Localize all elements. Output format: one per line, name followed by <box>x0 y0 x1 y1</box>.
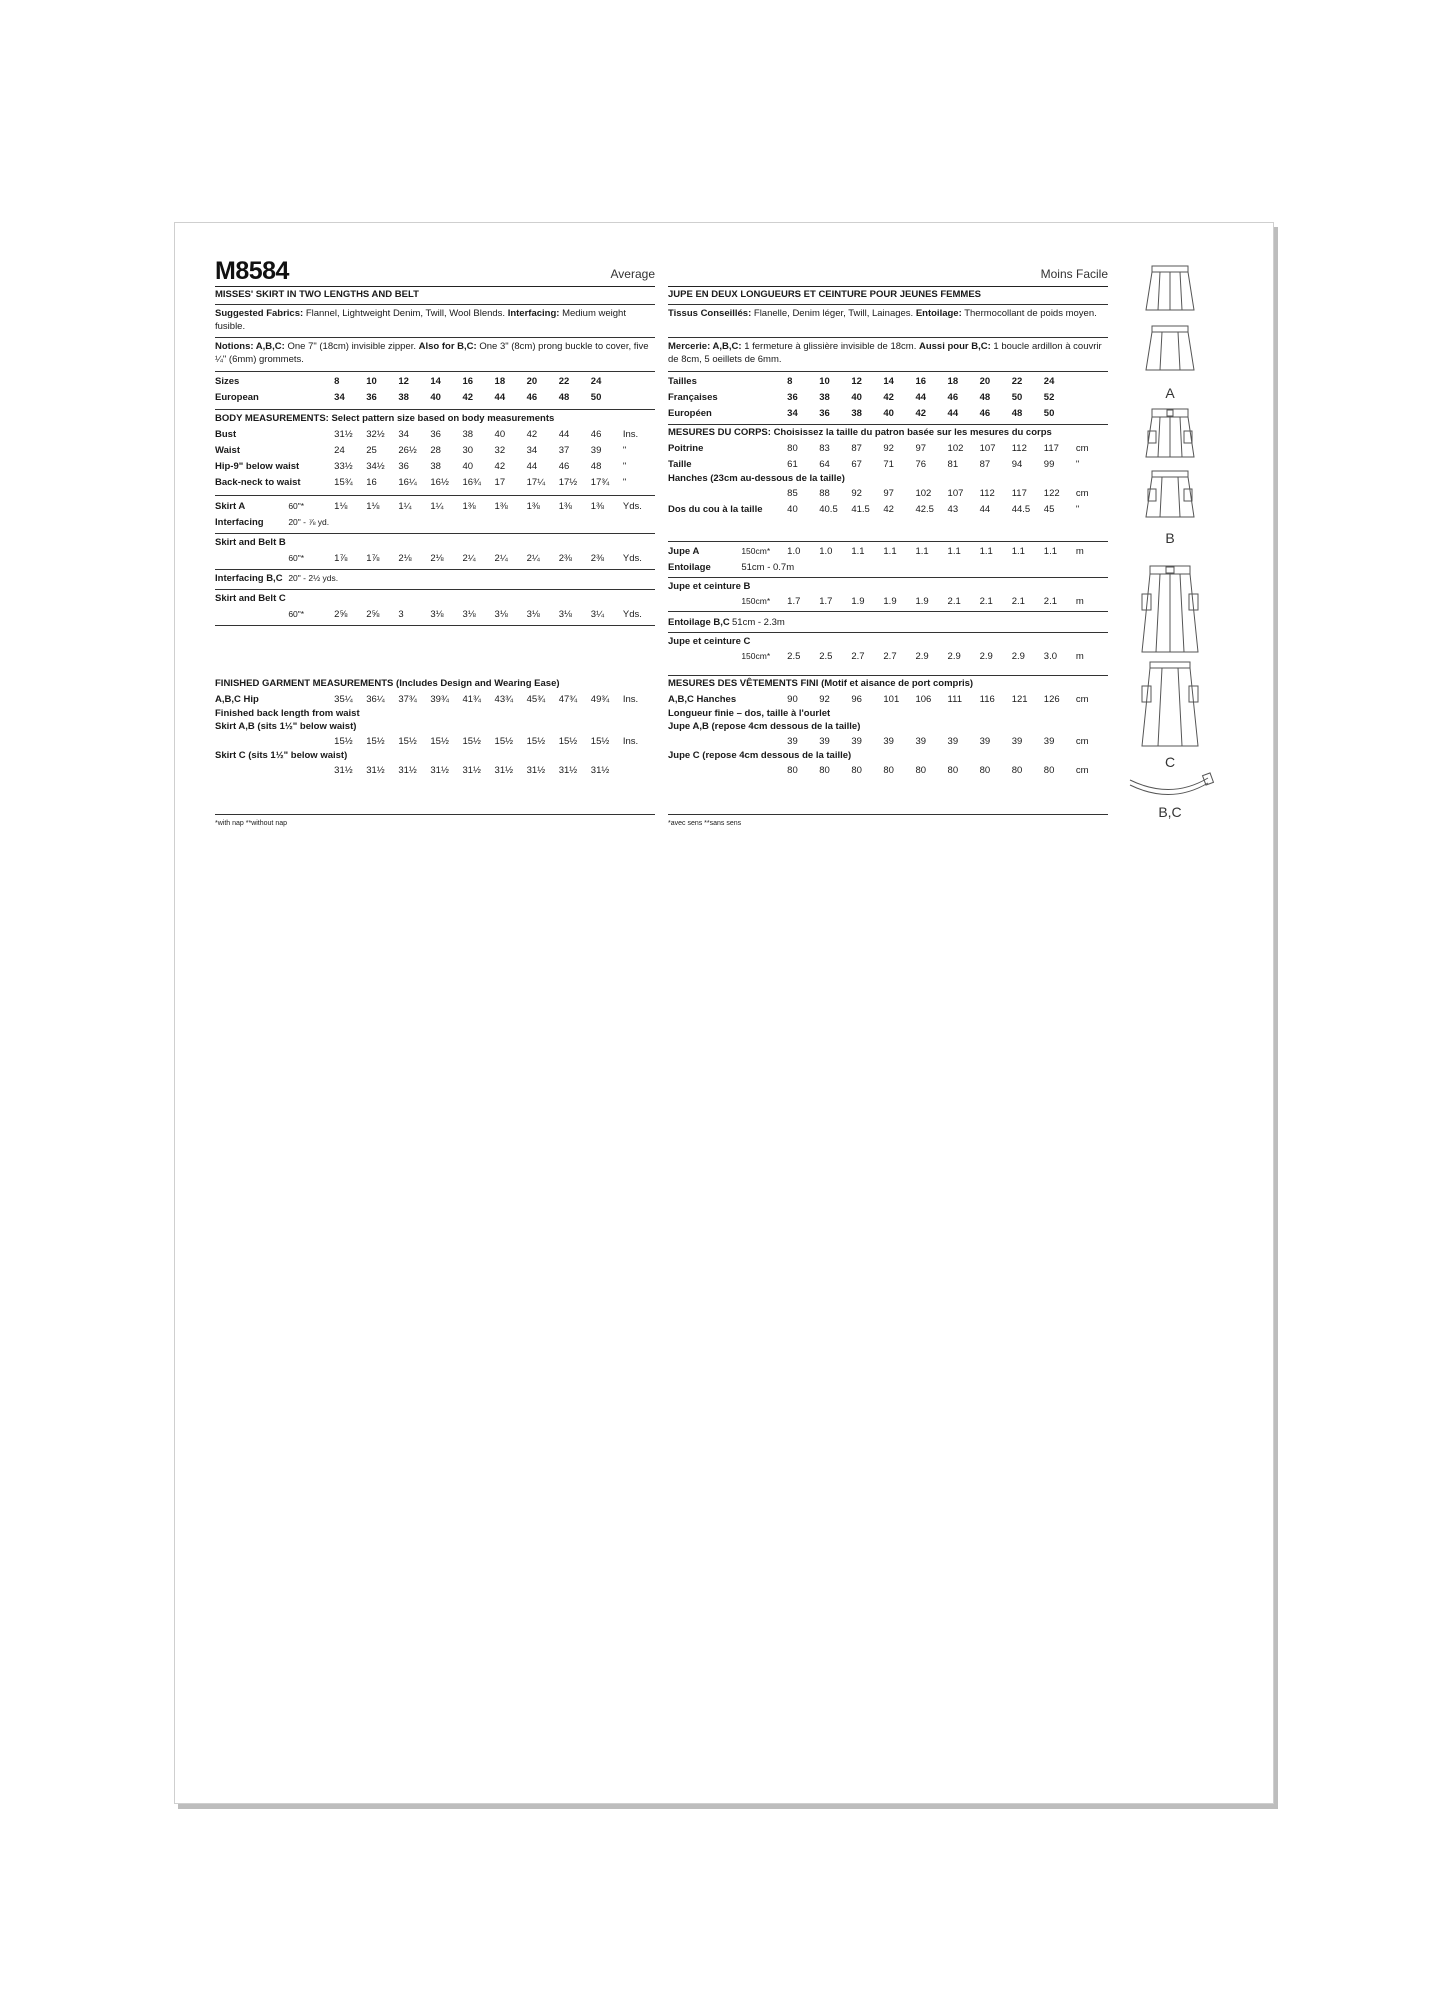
french-footnote: *avec sens **sans sens <box>668 820 742 827</box>
english-fabrics: Suggested Fabrics: Flannel, Lightweight Denim, Twill, Wool Blends. Interfacing: Medium weight fusible. <box>215 308 626 332</box>
table-row: Skirt and Belt B <box>215 536 286 548</box>
view-b-label: B <box>1165 530 1175 546</box>
french-body-table: Poitrine 80 83 87 92 97 102 107 112 117 cm Taille 61 64 67 71 76 81 87 94 99 " Hanches (23cm au-dessous de la taille) 85 88 92 97 102 107 112 117 122 cm Dos du cou à la taille 40 40.5 41.5 42 42.5 43 44 44.5 45 " <box>668 440 1108 517</box>
table-row: Back-neck to waist 15¾ 16 16¼ 16½ 16¾ 17 17¼ 17½ 17¾ " <box>215 476 627 488</box>
size-row: Sizes 8 10 12 14 16 18 20 22 24 <box>215 375 602 387</box>
difficulty-level-fr: Moins Facile <box>1040 267 1108 281</box>
table-row: Taille 61 64 67 71 76 81 87 94 99 " <box>668 458 1080 470</box>
view-a-label: A <box>1165 385 1175 401</box>
french-body-title: MESURES DU CORPS: Choisissez la taille du patron basée sur les mesures du corps <box>668 427 1052 438</box>
table-row: Interfacing B,C 20" - 2½ yds. <box>215 572 339 584</box>
european-row: European 34 36 38 40 42 44 46 48 50 <box>215 391 602 403</box>
skirt-b-sketch <box>1140 405 1200 525</box>
table-row: Poitrine 80 83 87 92 97 102 107 112 117 cm <box>668 442 1089 454</box>
english-sizes-table <box>215 373 655 405</box>
english-title: MISSES' SKIRT IN TWO LENGTHS AND BELT <box>215 289 419 300</box>
table-row: Hip-9" below waist 33½ 34½ 36 38 40 42 44 46 48 " <box>215 460 627 472</box>
french-finished-table: A,B,C Hanches 90 92 96 101 106 111 116 121 126 cm Longueur finie – dos, taille à l'ourlet Jupe A,B (repose 4cm dessous de la taille) 39 39 39 39 39 39 39 39 39 cm Jupe C (repose 4cm dessous de la taille) 80 80 80 80 80 80 80 80 80 cm <box>668 693 1089 776</box>
english-notions: Notions: A,B,C: One 7" (18cm) invisible zipper. Also for B,C: One 3" (8cm) prong buckle to cover, five ¼" (6mm) grommets. <box>215 341 649 365</box>
skirt-a-sketch-front <box>1140 262 1200 382</box>
english-finished-table: A,B,C Hip 35¼ 36¼ 37¾ 39¾ 41¾ 43¾ 45¾ 47¾ 49¾ Ins. Finished back length from waist Skirt A,B (sits 1½" below waist) 15½ 15½ 15½ 15½ 15½ 15½ 15½ 15½ 15½ Ins. Skirt C (sits 1½" below waist) 31½ 31½ 31½ 31½ 31½ 31½ 31½ 31½ 31½ <box>215 693 639 776</box>
french-sizes-table: Tailles 8 10 12 14 16 18 20 22 24 Françaises 36 38 40 42 44 46 48 50 52 Européen 34 36 38 40 42 44 46 48 50 <box>668 375 1055 419</box>
french-title: JUPE EN DEUX LONGUEURS ET CEINTURE POUR JEUNES FEMMES <box>668 289 982 300</box>
pattern-number: M8584 <box>215 257 289 285</box>
skirt-c-sketch <box>1136 562 1204 752</box>
french-finished-title: MESURES DES VÊTEMENTS FINI (Motif et aisance de port compris) <box>668 678 974 689</box>
table-row: Waist 24 25 26½ 28 30 32 34 37 39 " <box>215 444 627 456</box>
view-bc-label: B,C <box>1158 804 1182 820</box>
table-row: 60"* 1⅞ 1⅞ 2⅛ 2⅛ 2¼ 2¼ 2¼ 2⅜ 2⅜ Yds. <box>288 552 642 564</box>
english-body-table <box>215 426 655 490</box>
view-c-label: C <box>1164 754 1176 770</box>
french-notions: Mercerie: A,B,C: 1 fermeture à glissière invisible de 18cm. Aussi pour B,C: 1 boucle ardillon à couvrir de 8cm, 5 oeillets de 6mm. <box>668 341 1102 365</box>
table-row: Skirt A 60"* 1⅛ 1⅛ 1¼ 1¼ 1⅜ 1⅜ 1⅜ 1⅜ 1⅜ Yds. <box>215 500 642 512</box>
english-yardage-table <box>215 498 655 626</box>
french-yardage-table: Jupe A 150cm* 1.0 1.0 1.1 1.1 1.1 1.1 1.1 1.1 1.1 m Entoilage 51cm - 0.7m Jupe et ceinture B 150cm* 1.7 1.7 1.9 1.9 1.9 2.1 2.1 2.1 2.1 m Entoilage B,C 51cm - 2.3m Jupe et ceinture C 150cm* 2.5 2.5 2.7 2.7 2.9 2.9 2.9 2.9 3.0 m <box>668 543 1108 664</box>
english-body-title: BODY MEASUREMENTS: Select pattern size based on body measurements <box>215 413 555 424</box>
table-row: Interfacing 20" - ⅞ yd. <box>215 516 330 528</box>
french-fabrics: Tissus Conseillés: Flanelle, Denim léger, Twill, Lainages. Entoilage: Thermocollant de poids moyen. <box>668 308 1097 319</box>
table-row: 60"* 2⅝ 2⅝ 3 3⅛ 3⅛ 3⅛ 3⅛ 3⅛ 3¼ Yds. <box>288 608 642 620</box>
belt-sketch <box>1126 772 1216 802</box>
difficulty-level-en: Average <box>610 267 655 281</box>
pattern-envelope-back <box>174 222 1274 1804</box>
table-row: Bust 31½ 32½ 34 36 38 40 42 44 46 Ins. <box>215 428 639 440</box>
english-finished-title: FINISHED GARMENT MEASUREMENTS (Includes Design and Wearing Ease) <box>215 678 560 689</box>
english-footnote: *with nap **without nap <box>215 820 287 827</box>
table-row: Skirt and Belt C <box>215 592 286 604</box>
